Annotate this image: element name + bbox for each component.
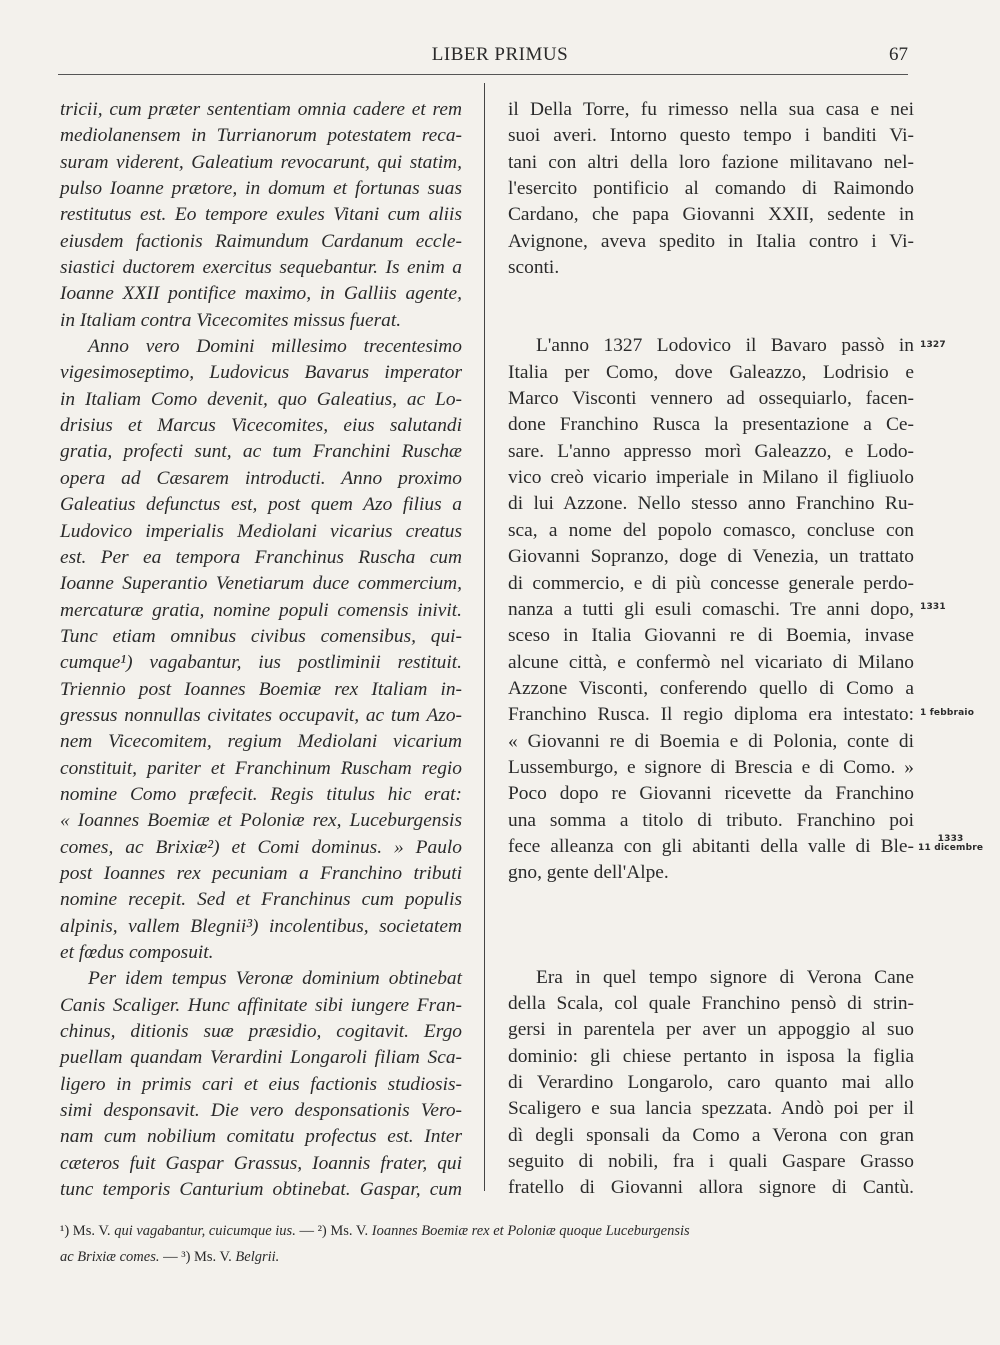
italian-line: della Scala, col quale Franchino pensò di strin-	[508, 992, 914, 1014]
latin-line: opera ad Cæsarem introducti. Anno proximo	[60, 467, 462, 489]
italian-line: Italia per Como, dove Galeazzo, Lodrisio e	[508, 361, 914, 383]
italian-line: Franchino Rusca. Il regio diploma era intestato:	[508, 704, 914, 726]
latin-line: suram viderent, Galeatium revocarunt, qui statim,	[60, 151, 462, 173]
italian-line: dominio: gli chiese pertanto in isposa la figlia	[508, 1045, 914, 1067]
italian-line: gersi in parentela per aver un appoggio al suo	[508, 1019, 914, 1041]
footnote-line	[60, 1221, 910, 1247]
latin-line: nomine recepit. Sed et Franchinus cum populis	[60, 889, 462, 911]
latin-line: Ludovico imperialis Mediolani vicarius creatus	[60, 520, 462, 542]
footnote-2-text-continued: ac Brixiæ comes.	[60, 1249, 160, 1266]
latin-line: tunc temporis Canturium obtinebat. Gaspar, cum	[60, 1179, 462, 1201]
latin-line: puellam quandam Verardini Longaroli filiam Sca-	[60, 1047, 462, 1069]
latin-line: pulso Ioanne prætore, in domum et fortunas suas	[60, 178, 462, 200]
latin-line: mercaturæ gratia, nomine populi comensis inivit.	[60, 599, 462, 621]
italian-line: fece alleanza con gli abitanti della valle di Ble-	[508, 835, 914, 857]
italian-line: Marco Visconti vennero ad ossequiarlo, facen-	[508, 388, 914, 410]
latin-line: comes, ac Brixiæ²) et Comi dominus. » Paulo	[60, 836, 462, 858]
page-number: 67	[889, 44, 908, 65]
header-rule	[58, 74, 908, 75]
latin-line: et fœdus composuit.	[60, 942, 214, 963]
latin-line: mediolanensem in Turrianorum potestatem reca-	[60, 125, 462, 147]
marginal-note-1331: 1331	[920, 602, 946, 612]
italian-line: done Franchino Rusca la presentazione a Ce-	[508, 414, 914, 436]
latin-line: chinus, ditionis suæ præsidio, cogitavit. Ergo	[60, 1021, 462, 1043]
italian-line: Avignone, aveva spedito in Italia contro i Vi-	[508, 230, 914, 252]
latin-line: in Italiam Como devenit, quo Galeatius, ac Lo-	[60, 388, 462, 410]
italian-line: una somma a titolo di tributo. Franchino poi	[508, 809, 914, 831]
italian-line: Cardano, che papa Giovanni XXII, sedente in	[508, 204, 914, 226]
paragraph-gap	[508, 281, 914, 333]
marginal-note-febbraio: 1 febbraio	[920, 708, 975, 718]
latin-line: gratia, profecti sunt, ac tum Franchini Ruschæ	[60, 441, 462, 463]
latin-line: Per idem tempus Veronæ dominium obtinebat	[88, 968, 462, 990]
latin-line: post Ioannes rex pecuniam a Franchino tributi	[60, 862, 462, 884]
latin-line: simi desponsavit. Die vero desponsationis Vero-	[60, 1100, 462, 1122]
marginal-note-1333-block	[918, 835, 983, 853]
latin-line: siastici ductorem exercitus sequebantur. Is enim a	[60, 257, 462, 279]
latin-line: est. Per ea tempora Franchinus Ruscha cum	[60, 546, 462, 568]
italian-line: di lui Azzone. Nello stesso anno Franchino Ru-	[508, 493, 914, 515]
footnote-1-marker: ¹) Ms. V.	[60, 1223, 111, 1239]
latin-line: ligero in primis cari et eius factionis studiosis-	[60, 1073, 462, 1095]
italian-line: Poco dopo re Giovanni ricevette da Franchino	[508, 783, 914, 805]
italian-line: Azzone Visconti, conferendo quello di Como a	[508, 677, 914, 699]
italian-line: Scaligero e sua lancia spezzata. Andò poi per il	[508, 1098, 914, 1120]
latin-line: restitutus est. Eo tempore exules Vitani cum aliis	[60, 204, 462, 226]
latin-line: Ioanne Superantio Venetiarum duce commercium,	[60, 573, 462, 595]
marginal-note-dicembre: 11 dicembre	[918, 843, 984, 853]
italian-line: Era in quel tempo signore di Verona Cane	[536, 966, 914, 988]
column-divider	[484, 83, 485, 1191]
italian-line: di commercio, e di più concesse generale perdo-	[508, 572, 914, 594]
italian-line: fratello di Giovanni allora signore di Cantù.	[508, 1177, 914, 1199]
latin-line: cumque¹) vagabantur, ius postliminii restituit.	[60, 652, 462, 674]
running-title: LIBER PRIMUS	[431, 44, 569, 65]
italian-line: nanza a tutti gli esuli comaschi. Tre anni dopo,	[508, 598, 914, 620]
marginal-note-1327: 1327	[920, 340, 946, 350]
footnotes	[60, 1221, 910, 1274]
italian-line: vico creò vicario imperiale in Milano il figliuolo	[508, 467, 914, 489]
marginal-note-1333: 1333	[937, 834, 964, 844]
italian-line: sceso in Italia Giovanni re di Boemia, invase	[508, 625, 914, 647]
italian-line: dì degli sponsali da Como a Verona con gran	[508, 1124, 914, 1146]
latin-line: Galeatius defunctus est, post quem Azo filius a	[60, 494, 462, 516]
latin-line: drisius et Marcus Vicecomites, eius salutandi	[60, 415, 462, 437]
latin-line: Canis Scaliger. Hunc affinitate sibi iungere Fran-	[60, 994, 462, 1016]
paragraph-gap	[508, 939, 914, 965]
latin-line: Tunc etiam omnibus civibus comensibus, qui-	[60, 625, 462, 647]
italian-line: L'anno 1327 Lodovico il Bavaro passò in	[536, 335, 914, 357]
italian-line: sconti.	[508, 257, 560, 279]
footnote-2-text: Ioannes Boemiæ rex et Poloniæ quoque Luceburgensis	[371, 1223, 690, 1239]
paragraph-gap	[508, 887, 914, 939]
latin-column	[60, 97, 462, 1203]
latin-line: « Ioannes Boemiæ et Poloniæ rex, Luceburgensis	[60, 810, 462, 832]
latin-line: cæteros fuit Gaspar Grassus, Ioannis frater, qui	[60, 1152, 462, 1174]
italian-line: il Della Torre, fu rimesso nella sua casa e nei	[508, 99, 914, 120]
footnote-1-text: qui vagabantur, cuicumque ius.	[114, 1223, 296, 1239]
running-head	[0, 44, 1000, 74]
latin-line: vigesimoseptimo, Ludovicus Bavarus imperator	[60, 362, 462, 384]
italian-line: « Giovanni re di Boemia e di Polonia, conte di	[508, 730, 914, 752]
latin-line: Ioanne XXII pontifice maximo, in Galliis agente,	[60, 283, 462, 305]
latin-line: eiusdem factionis Raimundum Cardanum eccle-	[60, 230, 462, 252]
footnote-line	[60, 1247, 910, 1273]
footnote-2-marker: ²) Ms. V.	[317, 1223, 369, 1239]
italian-line: di Verardino Longarolo, caro quanto mai allo	[508, 1072, 914, 1093]
latin-line: nomine Como præfecit. Regis titulus hic erat:	[60, 783, 462, 805]
italian-line: seguito di nobili, fra i quali Gaspare Grasso	[508, 1151, 914, 1173]
latin-line: constituit, pariter et Franchinum Ruscham regio	[60, 757, 462, 779]
latin-line: tricii, cum præter sententiam omnia cadere et rem	[60, 99, 462, 120]
italian-line: alcune città, e confermò nel vicariato di Milano	[508, 651, 914, 673]
italian-line: suoi averi. Intorno questo tempo i banditi Vi-	[508, 125, 914, 147]
footnote-separator: —	[299, 1223, 314, 1239]
italian-line: Giovanni Sopranzo, doge di Venezia, un trattato	[508, 546, 914, 568]
latin-line: in Italiam contra Vicecomites missus fuerat.	[60, 309, 402, 331]
latin-line: Triennio post Ioannes Boemiæ rex Italiam in-	[60, 678, 462, 700]
italian-column	[508, 97, 914, 1202]
latin-line: alpinis, vallem Blegnii³) incolentibus, societatem	[60, 915, 462, 937]
latin-line: nem Vicecomitem, regium Mediolani vicarium	[60, 731, 462, 753]
italian-line: sca, a nome del popolo comasco, concluse con	[508, 519, 914, 541]
latin-line: Anno vero Domini millesimo trecentesimo	[88, 336, 462, 358]
italian-line: sare. L'anno appresso morì Galeazzo, e Lodo-	[508, 440, 914, 462]
italian-line: tani con altri della loro fazione militavano nel-	[508, 151, 914, 173]
italian-line: l'esercito pontificio al comando di Raimondo	[508, 178, 914, 200]
latin-line: nam cum nobilium comitatu profectus est. Inter	[60, 1126, 462, 1148]
italian-line: gno, gente dell'Alpe.	[508, 862, 669, 884]
italian-line: Lussemburgo, e signore di Brescia e di Como. »	[508, 756, 914, 778]
footnote-separator: —	[163, 1249, 178, 1266]
footnote-3-text: Belgrii.	[235, 1249, 280, 1266]
footnote-3-marker: ³) Ms. V.	[181, 1249, 232, 1266]
latin-line: gressus nonnullas civitates occupavit, ac tum Azo-	[60, 704, 462, 726]
